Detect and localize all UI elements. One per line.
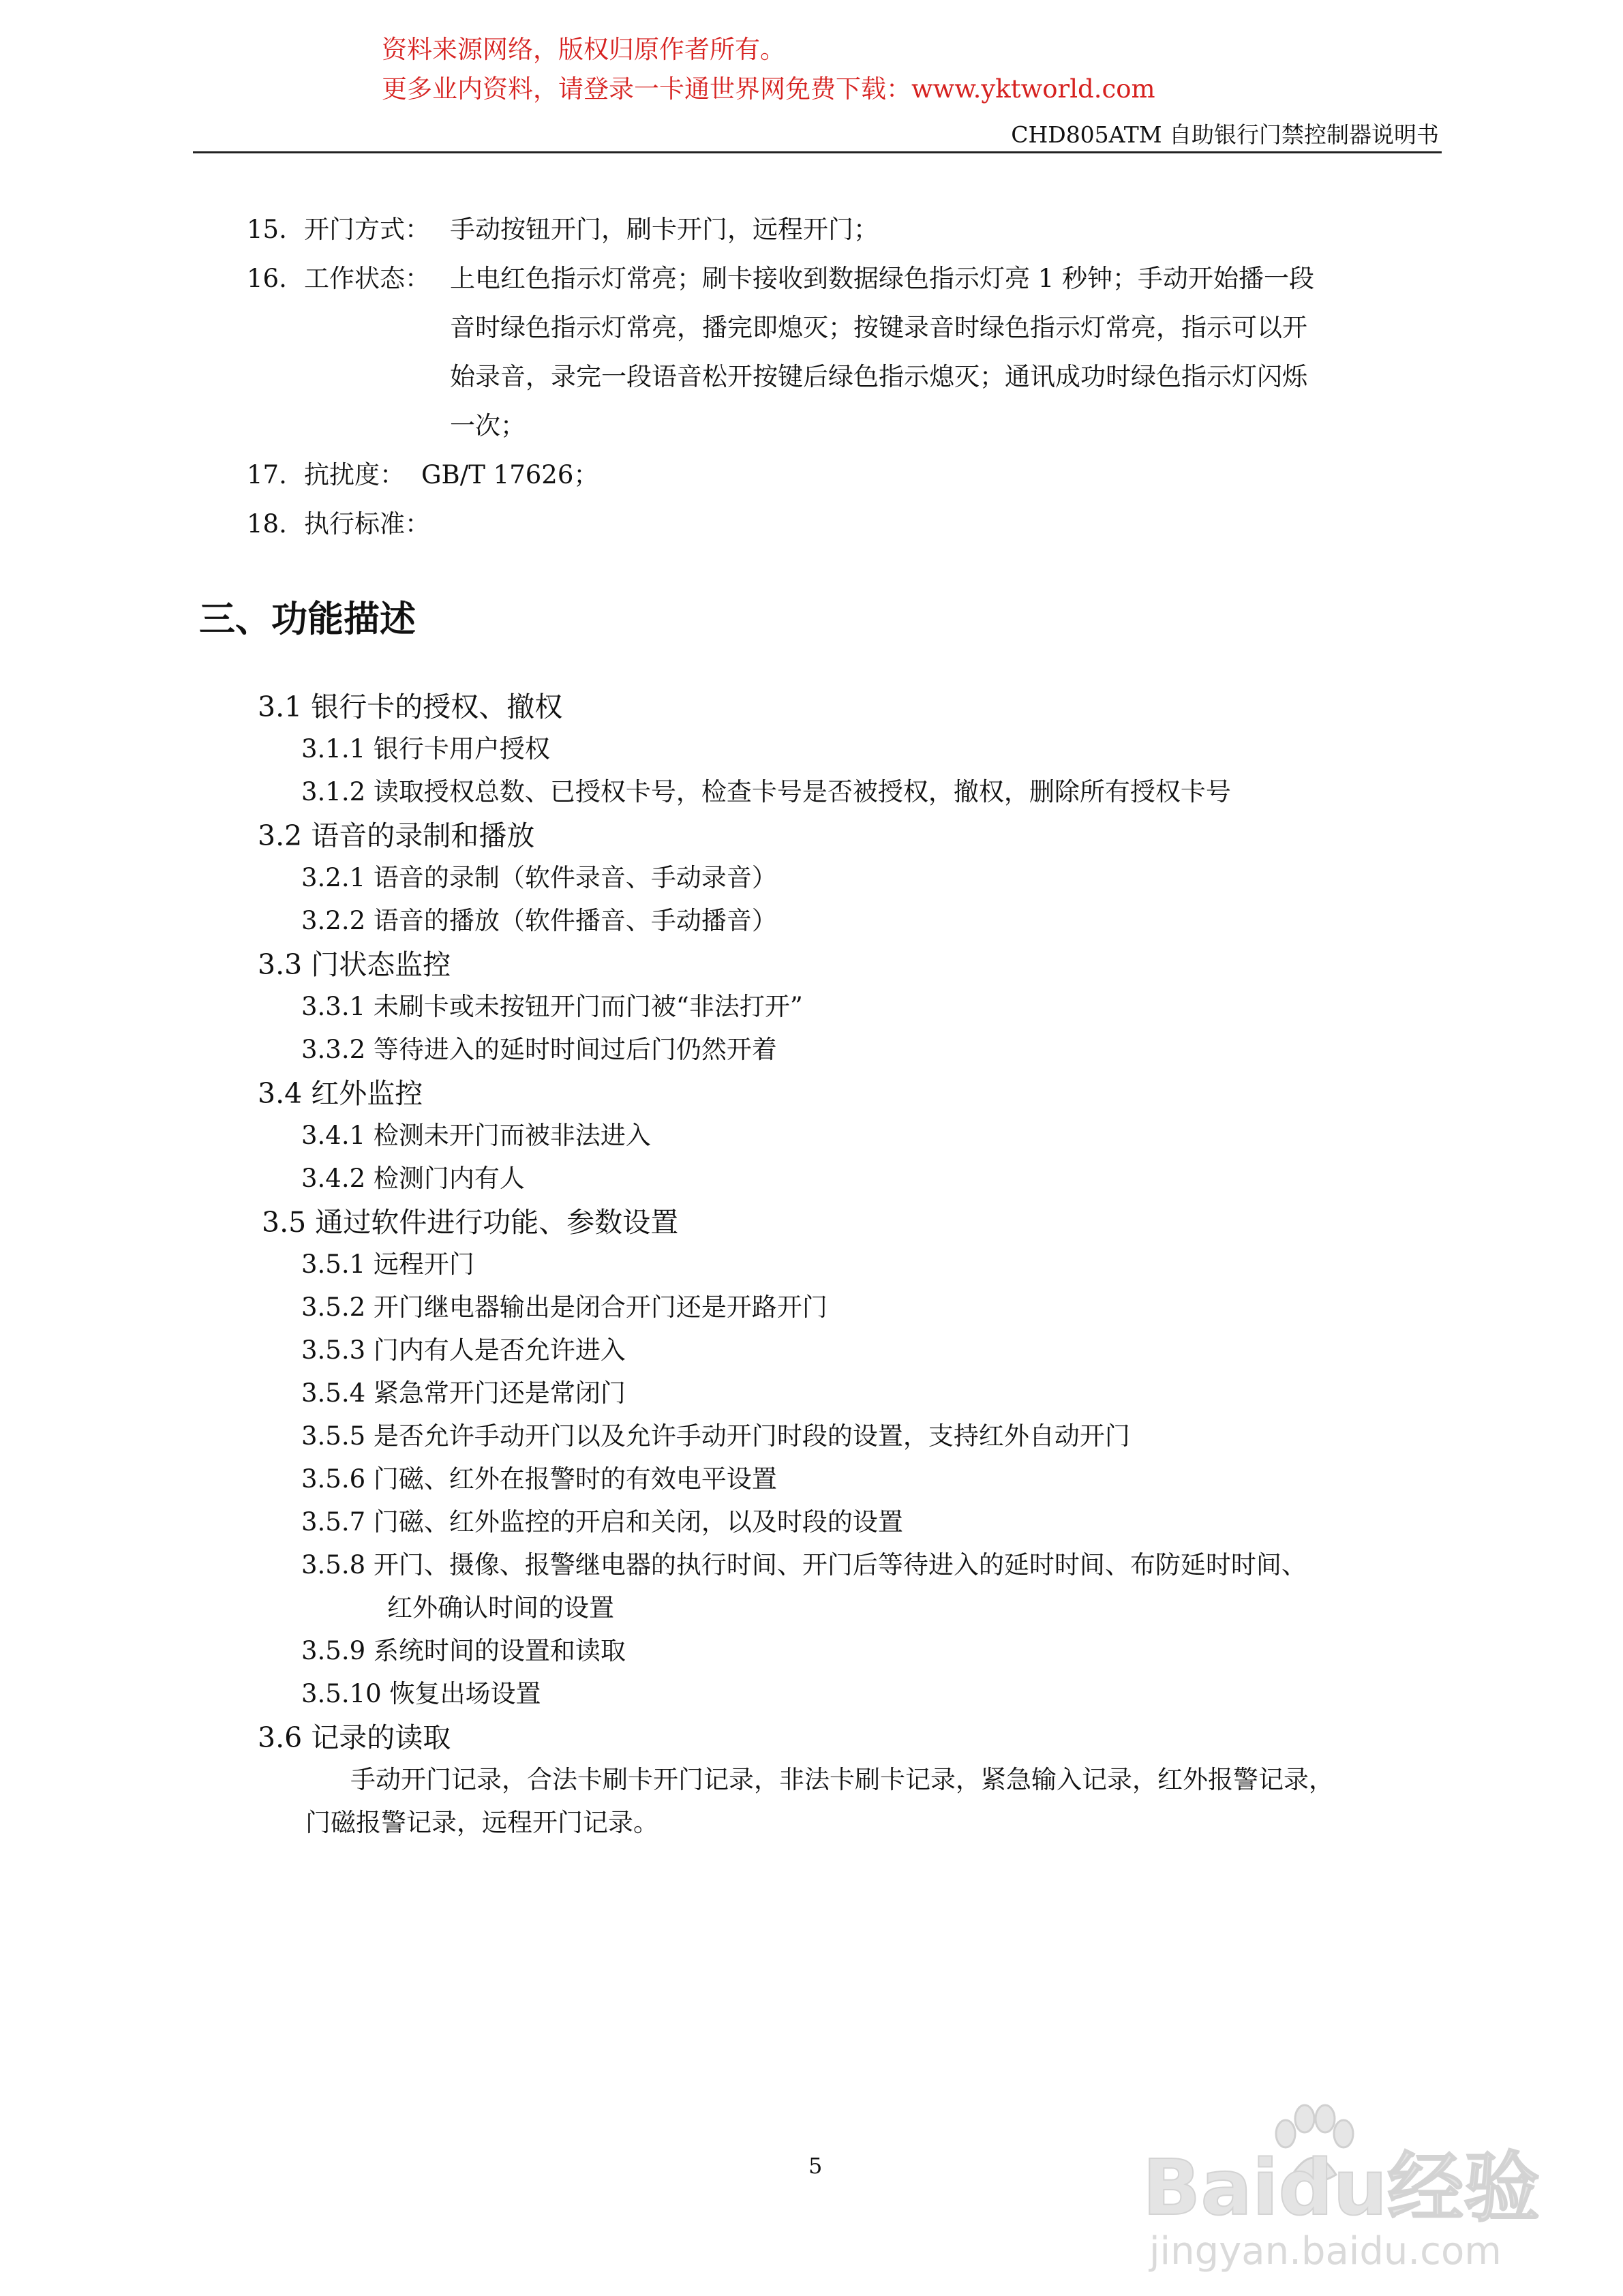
subsection-title: 3.3 门状态监控 [258, 948, 451, 981]
spec-item-number: 17. [247, 460, 287, 489]
subsection-item: 3.5.3 门内有人是否允许进入 [301, 1335, 626, 1365]
watermark-logo-text: Baidu经验 [1142, 2144, 1541, 2233]
subsection-item: 3.5.10 恢复出场设置 [301, 1679, 541, 1708]
spec-item-number: 15. [247, 215, 287, 244]
subsection-title: 3.2 语音的录制和播放 [258, 819, 535, 852]
source-note-1: 资料来源网络，版权归原作者所有。 [382, 35, 785, 64]
spec-item-text: 一次； [450, 411, 526, 440]
subsection-item: 3.4.1 检测未开门而被非法进入 [301, 1121, 651, 1150]
spec-item-label: 执行标准： [304, 509, 430, 539]
subsection-item: 3.2.1 语音的录制（软件录音、手动录音） [301, 863, 777, 892]
subsection-item: 3.5.1 远程开门 [301, 1250, 474, 1279]
subsection-item: 3.5.6 门磁、红外在报警时的有效电平设置 [301, 1464, 777, 1494]
subsection-item: 3.5.4 紧急常开门还是常闭门 [301, 1378, 626, 1408]
spec-item-text: GB/T 17626； [421, 460, 599, 489]
spec-item-text: 上电红色指示灯常亮；刷卡接收到数据绿色指示灯亮 1 秒钟；手动开始播一段 [450, 264, 1315, 293]
subsection-title: 3.5 通过软件进行功能、参数设置 [262, 1206, 679, 1239]
header-divider [193, 151, 1442, 153]
subsection-title: 3.4 红外监控 [258, 1077, 423, 1110]
subsection-title: 3.6 记录的读取 [258, 1721, 451, 1754]
document-title: CHD805ATM 自助银行门禁控制器说明书 [1011, 121, 1439, 148]
subsection-item: 3.3.1 未刷卡或未按钮开门而门被“非法打开” [301, 992, 803, 1021]
subsection-item: 3.5.9 系统时间的设置和读取 [301, 1636, 626, 1665]
baidu-jingyan-watermark [1142, 2127, 1541, 2284]
spec-item-text: 始录音，录完一段语音松开按键后绿色指示熄灭；通讯成功时绿色指示灯闪烁 [450, 362, 1307, 391]
subsection-item: 3.5.7 门磁、红外监控的开启和关闭，以及时段的设置 [301, 1507, 903, 1537]
subsection-item: 3.1.1 银行卡用户授权 [301, 734, 550, 764]
subsection-item: 3.4.2 检测门内有人 [301, 1164, 525, 1193]
subsection-item: 3.5.2 开门继电器输出是闭合开门还是开路开门 [301, 1293, 828, 1322]
spec-item-label: 抗扰度： [304, 460, 405, 489]
spec-item-label: 开门方式： [304, 215, 430, 244]
watermark-url: jingyan.baidu.com [1149, 2229, 1502, 2274]
paragraph-line: 手动开门记录，合法卡刷卡开门记录，非法卡刷卡记录，紧急输入记录，红外报警记录， [350, 1765, 1334, 1794]
spec-item-number: 18. [247, 509, 287, 539]
subsection-item: 3.5.8 开门、摄像、报警继电器的执行时间、开门后等待进入的延时时间、布防延时时间、 [301, 1550, 1307, 1580]
subsection-item: 3.1.2 读取授权总数、已授权卡号，检查卡号是否被授权，撤权，删除所有授权卡号 [301, 777, 1231, 806]
spec-item-label: 工作状态： [304, 264, 430, 293]
subsection-item: 3.3.2 等待进入的延时时间过后门仍然开着 [301, 1035, 777, 1064]
section-heading: 三、功能描述 [199, 599, 416, 640]
source-note-2: 更多业内资料，请登录一卡通世界网免费下载：www.yktworld.com [382, 74, 1155, 104]
subsection-item: 3.5.5 是否允许手动开门以及允许手动开门时段的设置，支持红外自动开门 [301, 1421, 1130, 1451]
page-number: 5 [808, 2153, 823, 2179]
spec-item-number: 16. [247, 264, 287, 293]
subsection-item: 红外确认时间的设置 [387, 1593, 614, 1622]
spec-item-text: 音时绿色指示灯常亮，播完即熄灭；按键录音时绿色指示灯常亮，指示可以开 [450, 313, 1307, 342]
subsection-title: 3.1 银行卡的授权、撤权 [258, 691, 563, 723]
spec-item-text: 手动按钮开门，刷卡开门，远程开门； [450, 215, 879, 244]
paragraph-line: 门磁报警记录，远程开门记录。 [305, 1808, 658, 1837]
subsection-item: 3.2.2 语音的播放（软件播音、手动播音） [301, 906, 777, 935]
